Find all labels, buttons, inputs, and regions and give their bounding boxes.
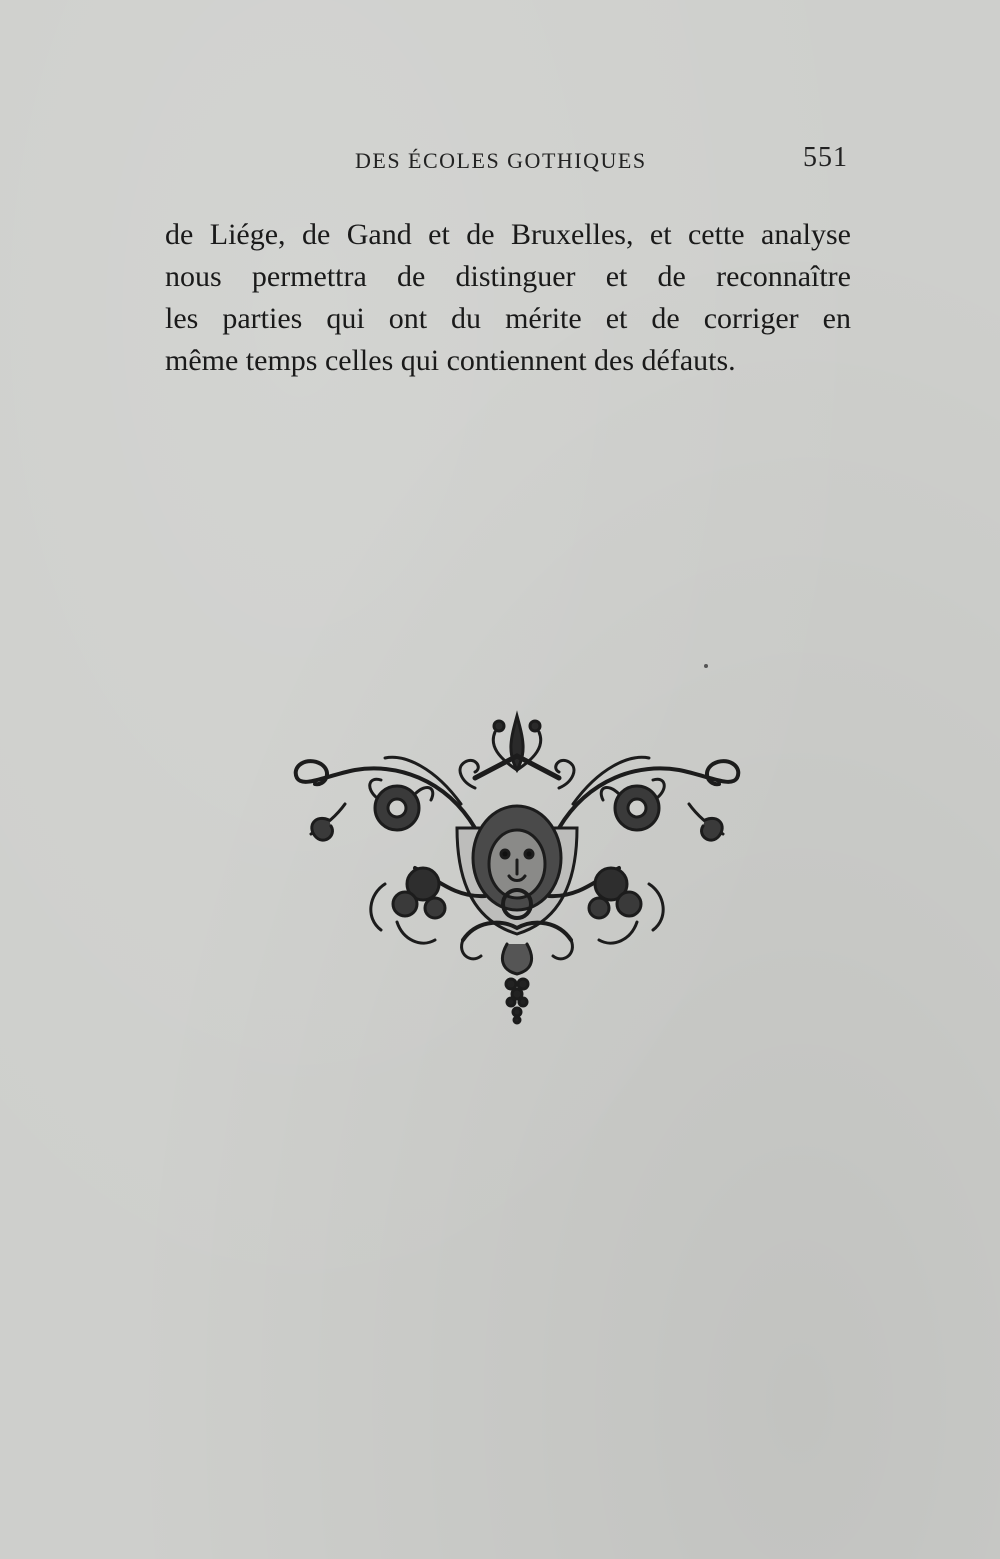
running-title: DES ÉCOLES GOTHIQUES — [355, 148, 647, 173]
text-line: de Liége, de Gand et de Bruxelles, et cette analyse — [165, 218, 851, 251]
page-header — [165, 142, 850, 182]
paper-speck — [704, 664, 708, 668]
text-line: les parties qui ont du mérite et de corriger en — [165, 302, 851, 335]
lion-head-foliage-vignette-icon — [285, 708, 745, 1028]
page-number: 551 — [803, 142, 848, 173]
text-line: même temps celles qui contiennent des défauts. — [165, 344, 736, 377]
text-line: nous permettra de distinguer et de reconnaître — [165, 260, 851, 293]
body-paragraph — [165, 214, 851, 382]
